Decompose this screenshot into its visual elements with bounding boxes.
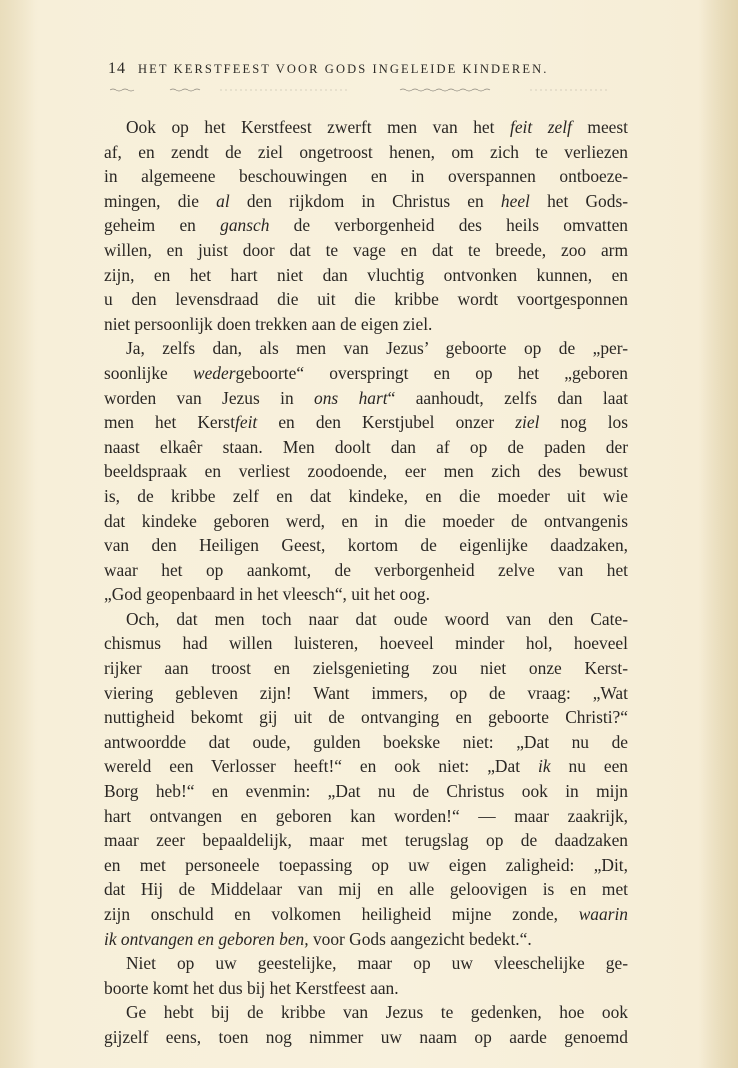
italic-text: ik ontvangen en geboren ben, (104, 928, 309, 949)
text-run: geboorte“ overspringt en op het „geboren (235, 362, 628, 383)
text-run: het Gods- (529, 190, 629, 211)
text-line (104, 976, 628, 1001)
italic-text: heel (500, 190, 530, 211)
text-line (104, 509, 628, 534)
text-run: men het Kerst (104, 412, 236, 433)
text-line (104, 533, 628, 558)
text-run: wereld een Verlosser heeft!“ en ook niet: „Dat (104, 756, 538, 777)
italic-text: ik (537, 756, 551, 777)
text-run: beeldspraak en verliest zoodoende, eer men zich des bewust (104, 461, 628, 482)
text-line (104, 877, 628, 902)
text-run: u den levensdraad die uit die kribbe wordt voortgesponnen (104, 289, 628, 310)
text-line (104, 336, 628, 361)
italic-text: al (216, 190, 230, 211)
text-line (104, 631, 628, 656)
text-line (104, 607, 628, 632)
text-line (104, 1000, 628, 1025)
text-line (104, 853, 628, 878)
text-run: dat Hij de Middelaar van mij en alle geloovigen is en met (104, 879, 628, 900)
italic-text: weder (192, 362, 236, 383)
text-run: is, de kribbe zelf en dat kindeke, en die moeder uit wie (104, 485, 628, 506)
text-run: en den Kerstjubel onzer (257, 412, 516, 433)
text-line (104, 1025, 628, 1050)
text-run: „God geopenbaard in het vleesch“, uit het oog. (104, 584, 430, 605)
text-run: zijn onschuld en volkomen heiligheid mijne zonde, (104, 904, 579, 924)
text-run: Och, dat men toch naar dat oude woord van den Cate- (126, 608, 628, 629)
italic-text: ons hart (314, 387, 388, 408)
text-run: rijker aan troost en zielsgenieting zou niet onze Kerst- (104, 658, 628, 679)
italic-text: feit zelf (510, 117, 572, 137)
text-line (104, 558, 628, 583)
italic-text: gansch (220, 215, 270, 236)
running-title: HET KERSTFEEST VOOR GODS INGELEIDE KINDEREN. (138, 62, 549, 76)
text-run: dat kindeke geboren werd, en in die moeder de ontvangenis (104, 510, 628, 531)
text-run: en met personeele toepassing op uw eigen zaligheid: „Dit, (104, 854, 628, 875)
text-line (104, 804, 628, 829)
text-run: worden van Jezus in (104, 387, 315, 408)
text-run: boorte komt het dus bij het Kerstfeest aan. (104, 977, 399, 998)
page-shadow-right (698, 0, 738, 1068)
text-run: Ge hebt bij de kribbe van Jezus te gedenken, hoe ook (126, 1002, 628, 1023)
text-line (104, 951, 628, 976)
text-run: nuttigheid bekomt gij uit de ontvanging en geboorte Christi?“ (104, 707, 628, 728)
text-run: niet persoonlijk doen trekken aan de eigen ziel. (104, 313, 433, 334)
text-run: maar zeer bepaaldelijk, maar met terugslag op de daadzaken (104, 830, 628, 851)
italic-text: waarin (578, 904, 628, 924)
running-header (108, 60, 628, 78)
text-run: geheim en (104, 215, 221, 236)
page-shadow-left (0, 0, 36, 1068)
text-line (104, 681, 628, 706)
text-run: nog los (539, 412, 628, 433)
text-run: chismus had willen luisteren, hoeveel minder hol, hoeveel (104, 633, 628, 654)
text-run: waar het op aankomt, de verborgenheid zelve van het (104, 559, 628, 580)
text-line (104, 754, 628, 779)
text-run: de verborgenheid des heils omvatten (269, 215, 628, 236)
text-line (104, 582, 628, 607)
text-run: nu een (550, 756, 628, 777)
text-run: “ aanhoudt, zelfs dan laat (387, 387, 628, 408)
text-run: soonlijke (104, 362, 193, 383)
text-run: naast elkaêr staan. Men doolt dan af op de paden der (104, 436, 628, 457)
text-line (104, 705, 628, 730)
text-line (104, 263, 628, 288)
text-line (104, 779, 628, 804)
text-line (104, 287, 628, 312)
text-line (104, 459, 628, 484)
text-line (104, 115, 628, 140)
text-line (104, 361, 628, 386)
italic-text: ziel (515, 412, 540, 433)
text-run: hart ontvangen en geboren kan worden!“ — maar zaakrijk, (104, 805, 628, 826)
text-run: van den Heiligen Geest, kortom de eigenlijke daadzaken, (104, 535, 628, 556)
text-line (104, 484, 628, 509)
text-run: Ja, zelfs dan, als men van Jezus’ geboorte op de „per- (126, 338, 628, 359)
text-run: den rijkdom in Christus en (229, 190, 501, 211)
text-line (104, 435, 628, 460)
text-run: Niet op uw geestelijke, maar op uw vleeschelijke ge- (126, 953, 628, 974)
text-line (104, 312, 628, 337)
text-line (104, 828, 628, 853)
text-line (104, 189, 628, 214)
text-run: willen, en juist door dat te vage en dat te breede, zoo arm (104, 239, 628, 260)
text-line (104, 656, 628, 681)
text-run: Ook op het Kerstfeest zwerft men van het (126, 117, 510, 137)
text-run: in algemeene beschouwingen en in overspannen ontboeze- (104, 166, 628, 187)
text-line (104, 213, 628, 238)
text-run: meest (571, 117, 628, 137)
text-run: antwoordde dat oude, gulden boekske niet: „Dat nu de (104, 731, 628, 752)
text-run: mingen, die (104, 190, 217, 211)
text-run: viering gebleven zijn! Want immers, op de vraag: „Wat (104, 682, 628, 703)
text-run: zijn, en het hart niet dan vluchtig ontvonken kunnen, en (104, 264, 628, 285)
page-number: 14 (108, 60, 126, 77)
text-run: voor Gods aangezicht bedekt.“. (308, 928, 532, 949)
text-line (104, 386, 628, 411)
header-rule-ornament (110, 88, 630, 92)
text-run: gijzelf eens, toen nog nimmer uw naam op aarde genoemd (104, 1026, 628, 1047)
text-line (104, 730, 628, 755)
text-line (104, 140, 628, 165)
text-line (104, 238, 628, 263)
body-text (104, 115, 628, 1050)
text-line (104, 410, 628, 435)
text-run: Borg heb!“ en evenmin: „Dat nu de Christus ook in mijn (104, 781, 628, 802)
text-line (104, 164, 628, 189)
text-line (104, 902, 628, 927)
text-run: af, en zendt de ziel ongetroost henen, om zich te verliezen (104, 141, 628, 162)
italic-text: feit (235, 412, 258, 433)
text-line (104, 927, 628, 952)
